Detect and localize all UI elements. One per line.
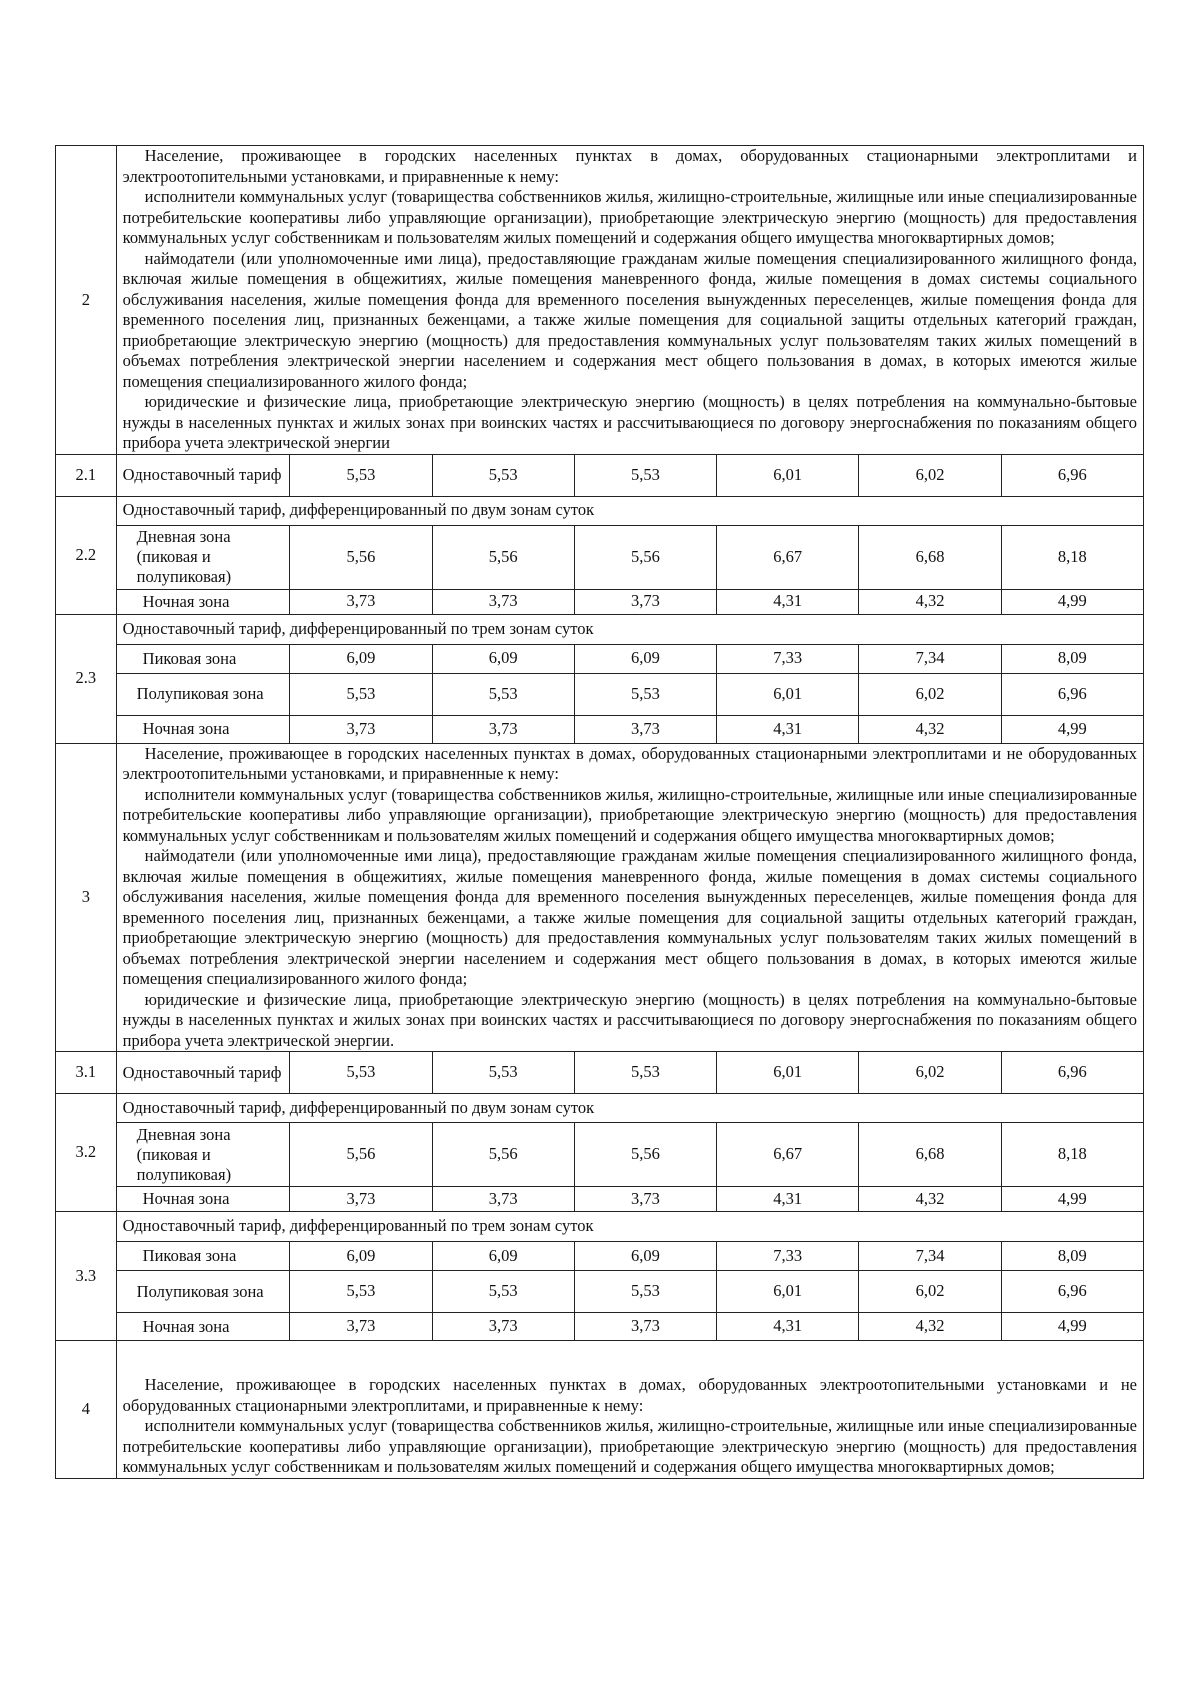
tariff-value: 6,96 <box>1001 1271 1143 1313</box>
tariff-value: 7,34 <box>859 1242 1001 1271</box>
tariff-row-2-2-day <box>56 525 1144 589</box>
tariff-label: Одноставочный тариф <box>116 1052 290 1094</box>
tariff-value: 6,67 <box>717 1123 859 1187</box>
tariff-value: 4,31 <box>717 1313 859 1341</box>
tariff-value: 6,02 <box>859 673 1001 715</box>
row-number: 3 <box>56 743 117 1052</box>
tariff-value: 5,53 <box>290 1052 432 1094</box>
section-4-row <box>56 1341 1144 1479</box>
row-number: 2.3 <box>56 614 117 743</box>
tariff-row-2-3-half <box>56 673 1144 715</box>
tariff-subtitle: Одноставочный тариф, дифференцированный по трем зонам суток <box>116 614 1143 644</box>
tariff-value: 5,53 <box>290 673 432 715</box>
tariff-value: 6,02 <box>859 454 1001 496</box>
description-paragraph: юридические и физические лица, приобретающие электрическую энергию (мощность) в целях потребления на коммунально-бытовые нужды в населенных пунктах и жилых зонах при воинских частях и рассчитывающиеся по договору энергоснабжения по показаниям общего прибора учета электрической энергии <box>122 392 1137 452</box>
description-paragraph: Население, проживающее в городских населенных пунктах в домах, оборудованных стационарными электроплитами и электроотопительными установками, и приравненные к нему: <box>122 146 1137 186</box>
tariff-value: 5,53 <box>574 1271 716 1313</box>
tariff-value: 6,01 <box>717 1052 859 1094</box>
tariff-value: 3,73 <box>432 715 574 743</box>
tariff-value: 5,53 <box>290 454 432 496</box>
tariff-value: 3,73 <box>432 589 574 614</box>
tariff-value: 6,96 <box>1001 454 1143 496</box>
tariff-value: 6,09 <box>432 644 574 673</box>
tariff-row-3-3-half <box>56 1271 1144 1313</box>
tariff-value: 6,68 <box>859 525 1001 589</box>
tariff-value: 5,53 <box>432 454 574 496</box>
tariff-value: 5,56 <box>574 525 716 589</box>
row-number: 3.3 <box>56 1212 117 1341</box>
tariff-value: 6,09 <box>290 1242 432 1271</box>
tariff-subtitle: Одноставочный тариф, дифференцированный по трем зонам суток <box>116 1212 1143 1242</box>
row-number: 2 <box>56 146 117 455</box>
tariff-value: 3,73 <box>290 589 432 614</box>
tariff-row-3-3-peak <box>56 1242 1144 1271</box>
tariff-row-3-3-night <box>56 1313 1144 1341</box>
tariff-subheader-2-2 <box>56 496 1144 525</box>
description-paragraph: Население, проживающее в городских населенных пунктах в домах, оборудованных электроотопительными установками и не оборудованных стационарными электроплитами, и приравненные к нему: <box>122 1375 1137 1415</box>
description-paragraph: наймодатели (или уполномоченные ими лица), предоставляющие гражданам жилые помещения специализированного жилищного фонда, включая жилые помещения в общежитиях, жилые помещения маневренного фонда, жилые помещения в домах системы социального обслуживания населения, жилые помещения фонда для временного поселения вынужденных переселенцев, жилые помещения фонда для временного поселения лиц, признанных беженцами, а также жилые помещения для социальной защиты отдельных категорий граждан, приобретающие электрическую энергию (мощность) для предоставления коммунальных услуг пользователям таких жилых помещений в объемах потребления электрической энергии населением и содержания мест общего пользования в домах, в которых имеются жилые помещения специализированного жилого фонда; <box>122 846 1137 988</box>
tariff-value: 5,56 <box>432 1123 574 1187</box>
tariff-value: 5,53 <box>574 673 716 715</box>
tariff-value: 6,09 <box>290 644 432 673</box>
tariff-label: Пиковая зона <box>116 1242 290 1271</box>
tariff-value: 8,18 <box>1001 525 1143 589</box>
tariff-value: 6,09 <box>432 1242 574 1271</box>
description-paragraph: юридические и физические лица, приобретающие электрическую энергию (мощность) в целях потребления на коммунально-бытовые нужды в населенных пунктах и жилых зонах при воинских частях и рассчитывающиеся по договору энергоснабжения по показаниям общего прибора учета электрической энергии. <box>122 989 1137 1050</box>
tariff-value: 5,53 <box>290 1271 432 1313</box>
tariff-value: 3,73 <box>574 589 716 614</box>
row-number: 3.2 <box>56 1094 117 1212</box>
section-4-description <box>116 1341 1143 1479</box>
row-number: 2.1 <box>56 454 117 496</box>
row-number: 2.2 <box>56 496 117 614</box>
tariff-value: 5,53 <box>574 1052 716 1094</box>
tariff-value: 4,31 <box>717 715 859 743</box>
tariff-value: 8,18 <box>1001 1123 1143 1187</box>
tariff-label: Ночная зона <box>116 589 290 614</box>
tariff-value: 7,33 <box>717 644 859 673</box>
tariff-label: Одноставочный тариф <box>116 454 290 496</box>
section-2-row <box>56 146 1144 455</box>
description-paragraph: Население, проживающее в городских населенных пунктах в домах, оборудованных стационарными электроплитами и не оборудованных электроотопительными установками, и приравненные к нему: <box>122 743 1137 783</box>
tariff-label: Ночная зона <box>116 1313 290 1341</box>
tariff-value: 4,32 <box>859 1313 1001 1341</box>
tariff-value: 8,09 <box>1001 1242 1143 1271</box>
description-paragraph: исполнители коммунальных услуг (товарищества собственников жилья, жилищно-строительные, жилищные или иные специализированные потребительские кооперативы либо управляющие организации), приобретающие электрическую энергию (мощность) для предоставления коммунальных услуг собственникам и пользователям жилых помещений и содержания общего имущества многоквартирных домов; <box>122 784 1137 845</box>
description-paragraph: исполнители коммунальных услуг (товарищества собственников жилья, жилищно-строительные, жилищные или иные специализированные потребительские кооперативы либо управляющие организации), приобретающие электрическую энергию (мощность) для предоставления коммунальных услуг собственникам и пользователям жилых помещений и содержания общего имущества многоквартирных домов; <box>122 187 1137 247</box>
tariff-subtitle: Одноставочный тариф, дифференцированный по двум зонам суток <box>116 496 1143 525</box>
tariff-label: Ночная зона <box>116 715 290 743</box>
tariff-value: 4,31 <box>717 589 859 614</box>
tariff-value: 3,73 <box>432 1187 574 1212</box>
section-2-description <box>116 146 1143 455</box>
tariff-value: 7,34 <box>859 644 1001 673</box>
tariff-value: 4,32 <box>859 715 1001 743</box>
tariff-subtitle: Одноставочный тариф, дифференцированный по двум зонам суток <box>116 1094 1143 1123</box>
tariff-value: 5,53 <box>432 673 574 715</box>
tariff-label: Пиковая зона <box>116 644 290 673</box>
tariff-value: 3,73 <box>574 715 716 743</box>
tariff-value: 5,53 <box>432 1052 574 1094</box>
tariff-value: 5,56 <box>432 525 574 589</box>
tariff-value: 4,99 <box>1001 1313 1143 1341</box>
description-paragraph: наймодатели (или уполномоченные ими лица), предоставляющие гражданам жилые помещения специализированного жилищного фонда, включая жилые помещения в общежитиях, жилые помещения маневренного фонда, жилые помещения в домах системы социального обслуживания населения, жилые помещения фонда для временного поселения вынужденных переселенцев, жилые помещения фонда для временного поселения лиц, признанных беженцами, а также жилые помещения для социальной защиты отдельных категорий граждан, приобретающие электрическую энергию (мощность) для предоставления коммунальных услуг пользователям таких жилых помещений в объемах потребления электрической энергии населением и содержания мест общего пользования в домах, в которых имеются жилые помещения специализированного жилого фонда; <box>122 248 1137 391</box>
tariff-value: 7,33 <box>717 1242 859 1271</box>
tariff-value: 6,01 <box>717 673 859 715</box>
tariff-value: 5,56 <box>574 1123 716 1187</box>
tariff-value: 6,02 <box>859 1052 1001 1094</box>
tariff-value: 3,73 <box>432 1313 574 1341</box>
tariff-value: 4,99 <box>1001 1187 1143 1212</box>
tariff-label: Ночная зона <box>116 1187 290 1212</box>
row-number: 4 <box>56 1341 117 1479</box>
tariff-value: 5,53 <box>574 454 716 496</box>
tariff-value: 6,09 <box>574 1242 716 1271</box>
tariff-value: 6,96 <box>1001 673 1143 715</box>
tariff-label: Полупиковая зона <box>116 673 290 715</box>
tariff-value: 8,09 <box>1001 644 1143 673</box>
tariff-label: Дневная зона (пиковая и полупиковая) <box>116 1123 290 1187</box>
tariff-label: Дневная зона (пиковая и полупиковая) <box>116 525 290 589</box>
tariff-value: 4,31 <box>717 1187 859 1212</box>
tariff-value: 5,53 <box>432 1271 574 1313</box>
tariff-value: 6,68 <box>859 1123 1001 1187</box>
tariff-value: 3,73 <box>574 1313 716 1341</box>
tariff-value: 6,67 <box>717 525 859 589</box>
tariff-value: 3,73 <box>290 1313 432 1341</box>
tariff-value: 4,32 <box>859 589 1001 614</box>
tariff-value: 3,73 <box>290 715 432 743</box>
tariff-value: 3,73 <box>574 1187 716 1212</box>
section-3-row <box>56 743 1144 1052</box>
tariff-value: 4,99 <box>1001 715 1143 743</box>
row-number: 3.1 <box>56 1052 117 1094</box>
tariff-row-3-2-day <box>56 1123 1144 1187</box>
tariff-value: 4,32 <box>859 1187 1001 1212</box>
tariff-value: 6,01 <box>717 454 859 496</box>
tariff-subheader-3-2 <box>56 1094 1144 1123</box>
tariff-value: 6,01 <box>717 1271 859 1313</box>
description-paragraph: исполнители коммунальных услуг (товарищества собственников жилья, жилищно-строительные, жилищные или иные специализированные потребительские кооперативы либо управляющие организации), приобретающие электрическую энергию (мощность) для предоставления коммунальных услуг собственникам и пользователям жилых помещений и содержания общего имущества многоквартирных домов; <box>122 1416 1137 1476</box>
tariff-value: 5,56 <box>290 1123 432 1187</box>
tariff-value: 3,73 <box>290 1187 432 1212</box>
tariff-row-3-2-night <box>56 1187 1144 1212</box>
tariff-subheader-3-3 <box>56 1212 1144 1242</box>
tariff-row-2-3-night <box>56 715 1144 743</box>
tariff-label: Полупиковая зона <box>116 1271 290 1313</box>
tariff-value: 5,56 <box>290 525 432 589</box>
tariff-row-3-1 <box>56 1052 1144 1094</box>
tariff-value: 6,09 <box>574 644 716 673</box>
tariff-value: 4,99 <box>1001 589 1143 614</box>
tariff-table <box>55 145 1144 1479</box>
tariff-row-2-1 <box>56 454 1144 496</box>
tariff-row-2-3-peak <box>56 644 1144 673</box>
tariff-subheader-2-3 <box>56 614 1144 644</box>
tariff-row-2-2-night <box>56 589 1144 614</box>
section-3-description <box>116 743 1143 1052</box>
tariff-value: 6,96 <box>1001 1052 1143 1094</box>
tariff-value: 6,02 <box>859 1271 1001 1313</box>
